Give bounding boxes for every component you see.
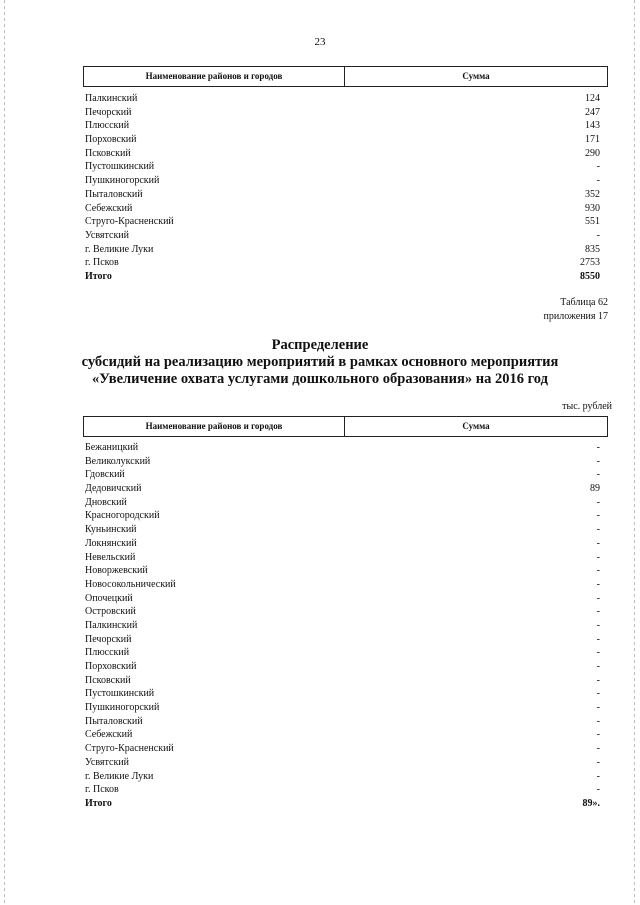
table-row [83, 243, 608, 257]
table-row [83, 701, 608, 715]
table-row [83, 468, 608, 482]
row-value: 247 [585, 106, 600, 118]
row-name: Локнянский [85, 537, 137, 549]
row-value: 171 [585, 134, 600, 146]
row-name: Псковский [85, 147, 131, 159]
table-2 [83, 416, 608, 811]
row-name: г. Псков [85, 257, 119, 269]
row-value: - [596, 565, 600, 577]
row-value: 290 [585, 147, 600, 159]
row-value: - [596, 729, 600, 741]
row-name: Печорский [85, 633, 132, 645]
row-name: Красногородский [85, 510, 160, 522]
row-value: 124 [585, 93, 600, 104]
table-row [83, 633, 608, 647]
row-value: 352 [585, 188, 600, 200]
row-name: Усвятский [85, 229, 129, 241]
row-name: Дедовичский [85, 483, 142, 495]
table-row [83, 455, 608, 469]
row-value: - [596, 702, 600, 714]
row-name: Усвятский [85, 756, 129, 768]
column-header-name: Наименование районов и городов [84, 417, 345, 436]
heading-subtitle: субсидий на реализацию мероприятий в рамках основного мероприятия [81, 354, 559, 370]
table-row [83, 783, 608, 797]
row-name: Плюсский [85, 647, 130, 659]
row-name: Гдовский [85, 469, 125, 481]
row-value: - [596, 688, 600, 700]
table-ref-appendix: приложения 17 [543, 311, 608, 322]
row-value: 930 [585, 202, 600, 214]
row-value: - [596, 756, 600, 768]
table-row [83, 92, 608, 106]
row-name: Печорский [85, 106, 132, 118]
row-name: Куньинский [85, 524, 137, 536]
row-value: - [596, 551, 600, 563]
row-name: Порховский [85, 661, 137, 672]
row-value: - [596, 496, 600, 508]
row-name: Великолукский [85, 455, 151, 467]
total-row [83, 270, 608, 284]
row-name: Островский [85, 606, 136, 618]
row-name: Пустошкинский [85, 688, 155, 700]
row-value: 551 [585, 216, 600, 228]
row-value: - [596, 606, 600, 618]
table-row [83, 523, 608, 537]
page-number: 23 [314, 36, 326, 48]
table-row [83, 578, 608, 592]
row-value: - [596, 647, 600, 659]
table-row [83, 728, 608, 742]
row-name: Пушкиногорский [85, 175, 160, 187]
row-name: Пыталовский [85, 188, 143, 200]
row-name: Пустошкинский [85, 161, 155, 173]
row-name: Бежаницкий [85, 442, 139, 453]
row-name: Порховский [85, 134, 137, 146]
table-row [83, 756, 608, 770]
table-row [83, 496, 608, 510]
row-value: - [596, 524, 600, 536]
table-row [83, 133, 608, 147]
table-body [83, 441, 608, 811]
row-name: Пыталовский [85, 715, 143, 727]
row-name: Опочецкий [85, 592, 133, 604]
units-label: тыс. рублей [562, 401, 612, 412]
table-header [83, 416, 608, 437]
table-row [83, 564, 608, 578]
row-name: Палкинский [85, 619, 138, 631]
row-value: 89 [590, 483, 600, 495]
row-name: Палкинский [85, 93, 138, 104]
row-value: - [596, 784, 600, 796]
row-value: - [596, 229, 600, 241]
table-row [83, 202, 608, 216]
row-value: - [596, 578, 600, 590]
row-value: - [596, 442, 600, 453]
row-value: - [596, 770, 600, 782]
table-row [83, 160, 608, 174]
row-name: Дновский [85, 496, 127, 508]
row-value: - [596, 715, 600, 727]
table-ref-number: Таблица 62 [560, 297, 608, 308]
table-row [83, 188, 608, 202]
table-row [83, 106, 608, 120]
table-row [83, 256, 608, 270]
table-row [83, 229, 608, 243]
row-value: 835 [585, 243, 600, 255]
row-name: Себежский [85, 729, 133, 741]
row-value: - [596, 674, 600, 686]
table-row [83, 482, 608, 496]
row-value: - [596, 592, 600, 604]
total-value: 8550 [580, 270, 600, 282]
total-value: 89». [582, 797, 600, 809]
column-header-sum: Сумма [462, 71, 490, 81]
row-value: - [596, 619, 600, 631]
heading-subtitle-2: «Увеличение охвата услугами дошкольного образования» на 2016 год [92, 371, 548, 387]
table-row [83, 674, 608, 688]
row-name: г. Великие Луки [85, 243, 154, 255]
row-value: - [596, 510, 600, 522]
row-name: Новоржевский [85, 565, 148, 577]
table-row [83, 742, 608, 756]
total-row [83, 797, 608, 811]
row-name: г. Псков [85, 784, 119, 796]
row-value: - [596, 469, 600, 481]
total-label: Итого [85, 797, 112, 809]
table-row [83, 646, 608, 660]
row-name: Псковский [85, 674, 131, 686]
row-name: Струго-Красненский [85, 216, 174, 228]
row-value: 143 [585, 120, 600, 132]
table-row [83, 687, 608, 701]
table-row [83, 441, 608, 455]
row-name: Новосокольнический [85, 578, 176, 590]
table-row [83, 537, 608, 551]
row-name: Плюсский [85, 120, 130, 132]
table-row [83, 509, 608, 523]
row-name: г. Великие Луки [85, 770, 154, 782]
row-value: - [596, 537, 600, 549]
row-value: 2753 [580, 257, 600, 269]
table-row [83, 147, 608, 161]
table-row [83, 770, 608, 784]
table-row [83, 605, 608, 619]
row-value: - [596, 455, 600, 467]
row-name: Себежский [85, 202, 133, 214]
table-row [83, 660, 608, 674]
table-header [83, 66, 608, 87]
table-row [83, 619, 608, 633]
row-value: - [596, 743, 600, 755]
table-row [83, 551, 608, 565]
table-row [83, 592, 608, 606]
table-row [83, 715, 608, 729]
row-value: - [596, 161, 600, 173]
scan-edge-right [634, 0, 635, 905]
table-row [83, 119, 608, 133]
table-1 [83, 66, 608, 284]
column-header-sum: Сумма [462, 421, 490, 431]
row-value: - [596, 633, 600, 645]
table-row [83, 174, 608, 188]
table-body [83, 92, 608, 284]
row-name: Невельский [85, 551, 136, 563]
row-name: Струго-Красненский [85, 743, 174, 755]
row-value: - [596, 175, 600, 187]
column-header-name: Наименование районов и городов [84, 67, 345, 86]
row-value: - [596, 661, 600, 672]
heading-title: Распределение [271, 337, 369, 353]
scan-edge-left [4, 0, 5, 905]
total-label: Итого [85, 270, 112, 282]
table-row [83, 215, 608, 229]
row-name: Пушкиногорский [85, 702, 160, 714]
